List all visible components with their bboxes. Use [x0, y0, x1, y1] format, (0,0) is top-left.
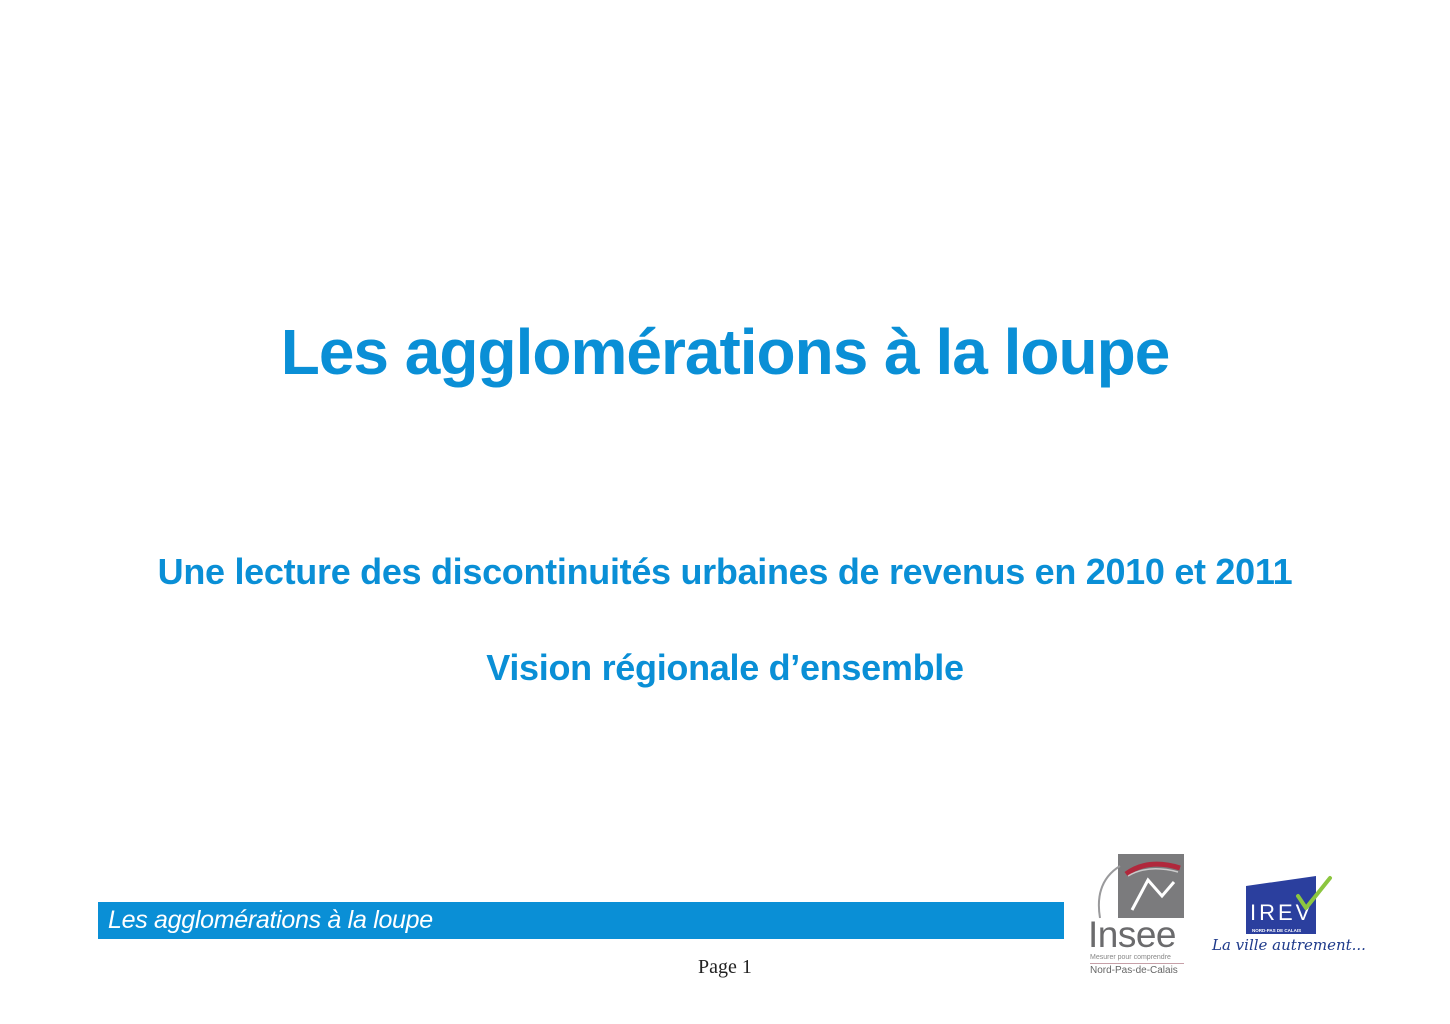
- page-number: Page 1: [698, 956, 752, 978]
- insee-logo-tagline: Mesurer pour comprendre: [1090, 954, 1171, 961]
- irev-logo-slogan: La ville autrement...: [1212, 936, 1366, 954]
- irev-logo-text: IREV: [1250, 900, 1314, 925]
- insee-logo-mark: [1118, 854, 1184, 918]
- footer-band: [98, 902, 1064, 939]
- document-subtitle: Une lecture des discontinuités urbaines de revenus en 2010 et 2011: [157, 551, 1293, 592]
- insee-logo-text: Insee: [1088, 914, 1177, 955]
- irev-logo-mark-icon: [1240, 874, 1370, 938]
- insee-logo-divider: [1090, 963, 1184, 964]
- document-title: Les agglomérations à la loupe: [280, 316, 1170, 388]
- document-subheading: Vision régionale d’ensemble: [486, 647, 964, 688]
- footer-band-text: Les agglomérations à la loupe: [108, 906, 433, 934]
- insee-logo: [1086, 852, 1190, 980]
- irev-logo-subline: NORD-PAS DE CALAIS: [1252, 928, 1302, 933]
- insee-logo-shape-icon: [1118, 854, 1184, 918]
- insee-logo-region: Nord-Pas-de-Calais: [1090, 965, 1178, 976]
- irev-logo: [1210, 874, 1366, 964]
- insee-logo-arc-icon: [1090, 862, 1124, 922]
